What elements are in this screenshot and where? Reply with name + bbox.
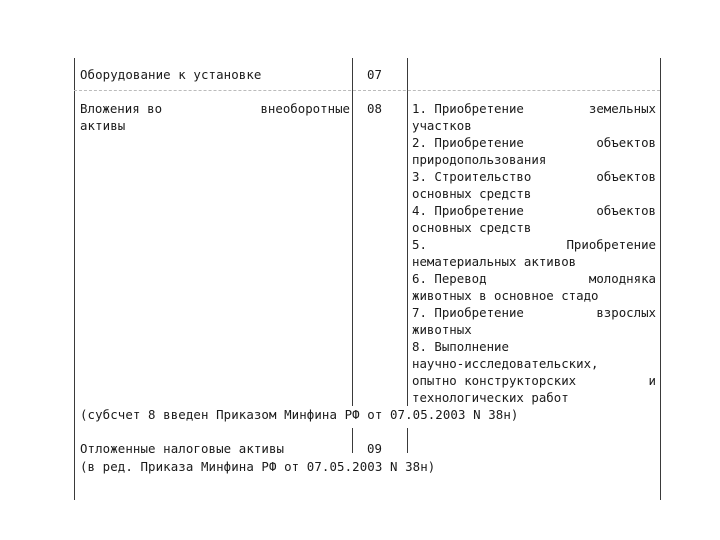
subaccount-line [412,355,656,372]
subaccount-text: животных в основное стадо [412,288,599,303]
subaccount-text: опытно конструкторских [412,373,577,388]
subaccount-list [412,100,656,406]
subaccount-text: нематериальных активов [412,254,577,269]
account-code-07: 07 [367,67,383,82]
subaccount-text: земельных [588,101,656,116]
subaccount-text: технологических работ [412,390,569,405]
subaccount-line [412,270,656,287]
subaccount-text: научно-исследовательских, [412,356,599,371]
account-name-investments-line1 [80,100,350,117]
subaccount-line [412,321,656,338]
subaccount-text: 2. Приобретение [412,135,524,150]
subaccount-text: взрослых [596,305,656,320]
subaccount-text: молодняка [588,271,656,286]
row-separator [74,90,660,91]
subaccount-line [412,253,656,270]
subaccount-line [412,236,656,253]
subaccount-line [412,389,656,406]
subaccount-line [412,338,656,355]
subaccount-text: животных [412,322,472,337]
account-name-word: Вложения во [80,101,163,116]
subaccount-line [412,202,656,219]
subaccount-line [412,117,656,134]
subaccount-text: 7. Приобретение [412,305,524,320]
subaccount-text: и [648,373,656,388]
account-code-08: 08 [367,101,383,116]
column-divider-name-code [352,58,353,406]
subaccount-text: основных средств [412,186,532,201]
subaccount-text: природопользования [412,152,547,167]
subaccount-text: 3. Строительство [412,169,532,184]
column-divider-code-sub-lower [407,428,408,453]
subaccount-text: 5. [412,237,427,252]
account-name-deferred-tax-assets: Отложенные налоговые активы [80,441,285,456]
subaccount-text: объектов [596,135,656,150]
subaccount-line [412,304,656,321]
subaccount-text: Приобретение [566,237,656,252]
column-divider-name-code-lower [352,428,353,453]
subaccount-line [412,372,656,389]
subaccount-text: объектов [596,169,656,184]
subaccount-line [412,219,656,236]
account-code-09: 09 [367,441,383,456]
subaccount-line [412,185,656,202]
amendment-note-edition: (в ред. Приказа Минфина РФ от 07.05.2003 N 38н) [80,459,436,474]
table-right-border [660,58,661,500]
subaccount-line [412,287,656,304]
subaccount-text: 1. Приобретение [412,101,524,116]
subaccount-text: объектов [596,203,656,218]
subaccount-text: участков [412,118,472,133]
account-name-word: внеоборотные [260,101,350,116]
column-divider-code-sub [407,58,408,406]
subaccount-line [412,151,656,168]
subaccount-text: основных средств [412,220,532,235]
subaccount-line [412,100,656,117]
subaccount-text: 6. Перевод [412,271,487,286]
table-left-border [74,58,75,500]
amendment-note-subaccount-8: (субсчет 8 введен Приказом Минфина РФ от 07.05.2003 N 38н) [80,407,519,422]
subaccount-line [412,134,656,151]
subaccount-text: 8. Выполнение [412,339,509,354]
account-name-equipment: Оборудование к установке [80,67,262,82]
account-name-investments-line2: активы [80,118,126,133]
subaccount-line [412,168,656,185]
subaccount-text: 4. Приобретение [412,203,524,218]
